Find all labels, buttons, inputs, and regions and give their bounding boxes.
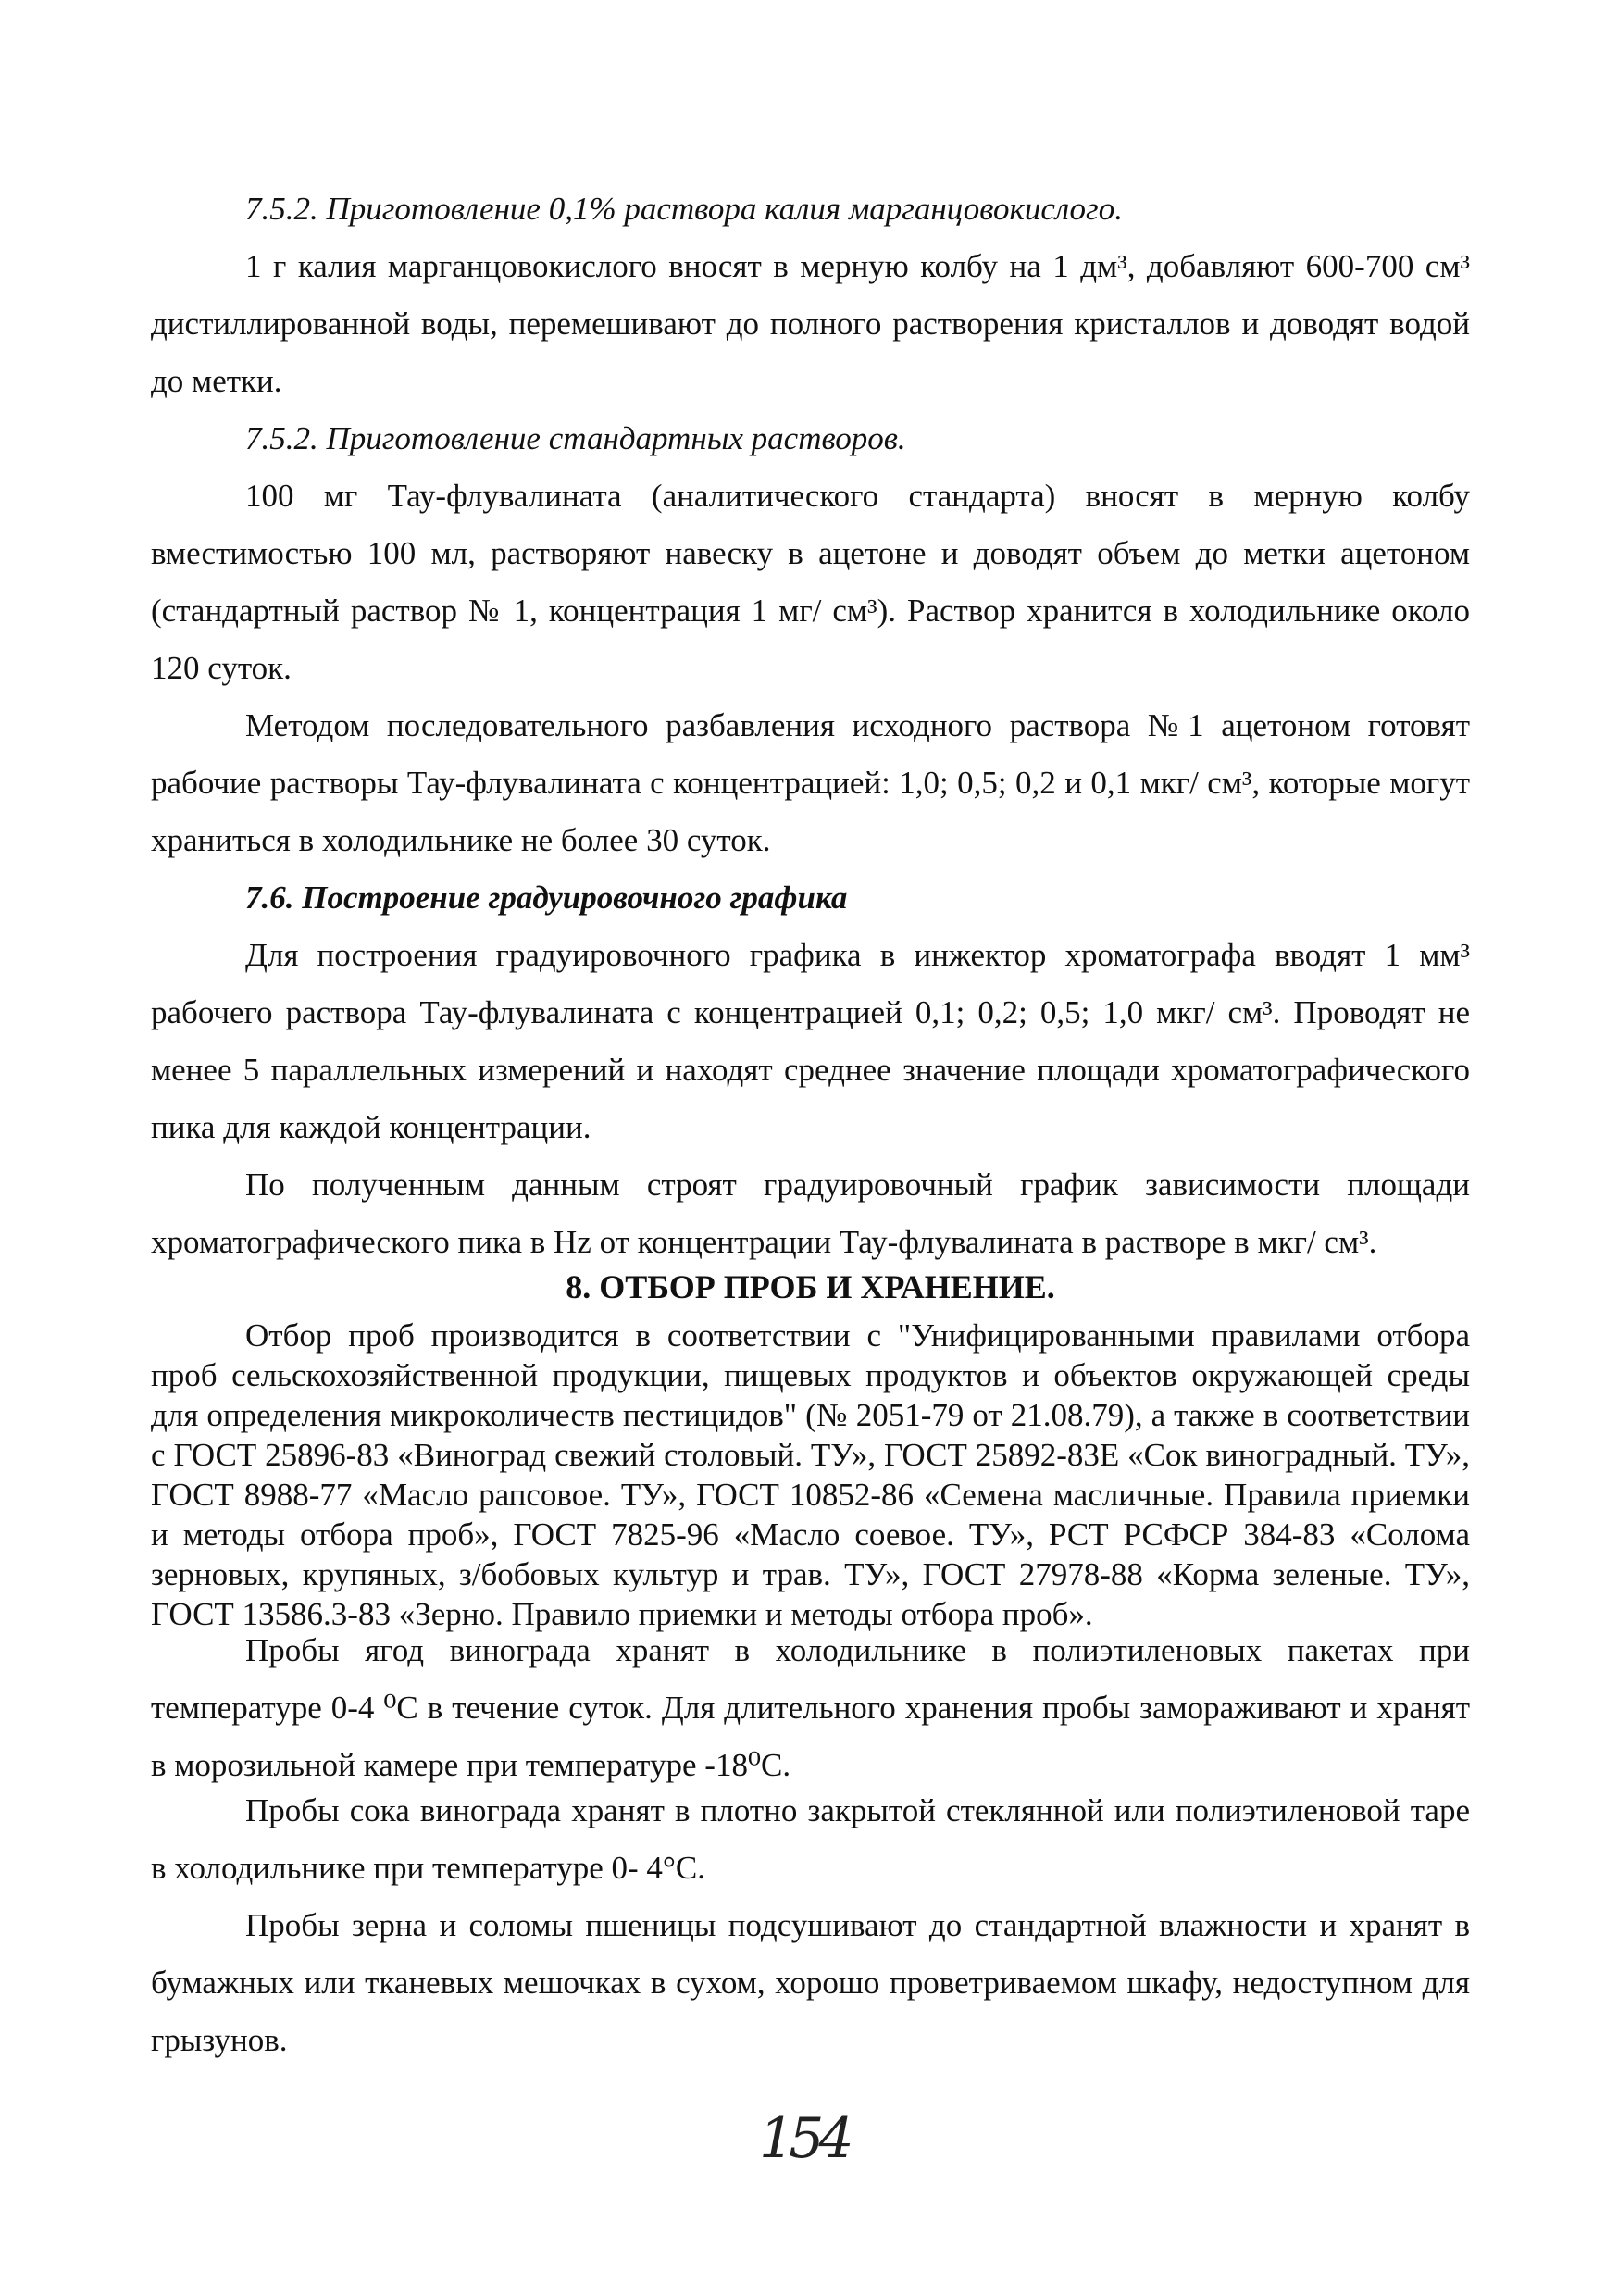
grain-storage-paragraph: Пробы зерна и соломы пшеницы подсушивают до стандартной влажности и хранят в бумажных или тканевых мешочках в сухом, хорошо проветриваемом шкафу, недоступном для грызунов.	[151, 1907, 1470, 2058]
juice-storage-paragraph: Пробы сока винограда хранят в плотно закрытой стеклянной или полиэтиленовой таре в холодильнике при температуре 0- 4°С.	[151, 1792, 1470, 1886]
section-7-6-title: 7.6. Построение градуировочного графика	[245, 880, 848, 916]
working-solutions-paragraph: Методом последовательного разбавления исходного раствора №1 ацетоном готовят рабочие растворы Тау-флувалината с концентрацией: 1,0; 0,5; 0,2 и 0,1 мкг/ см³, которые могут храниться в холодильнике не более 30 суток.	[151, 707, 1470, 858]
page-number: 154	[759, 2106, 849, 2171]
calibration-graph-paragraph: По полученным данным строят градуировочный график зависимости площади хроматографического пика в Hz от концентрации Тау-флувалината в растворе в мкг/ см³.	[151, 1167, 1470, 1260]
section-7-5-2-standards-title: 7.5.2. Приготовление стандартных растворов.	[245, 420, 906, 456]
sampling-paragraph: Отбор проб производится в соответствии с "Унифицированными правилами отбора проб сельскохозяйственной продукции, пищевых продуктов и объектов окружающей среды для определения микроколичеств пестицидов" (№ 2051-79 от 21.08.79), а также в соответствии с ГОСТ 25896-83 «Виноград свежий столовый. ТУ», ГОСТ 25892-83Е «Сок виноградный. ТУ», ГОСТ 8988-77 «Масло рапсовое. ТУ», ГОСТ 10852-86 «Семена масличные. Правила приемки и методы отбора проб», ГОСТ 7825-96 «Масло соевое. ТУ», РСТ РСФСР 384-83 «Солома зерновых, крупяных, з/бобовых культур и трав. ТУ», ГОСТ 27978-88 «Корма зеленые. ТУ», ГОСТ 13586.3-83 «Зерно. Правило приемки и методы отбора проб».	[151, 1317, 1470, 1632]
section-7-5-2-permanganate-title: 7.5.2. Приготовление 0,1% раствора калия марганцовокислого.	[245, 191, 1123, 227]
section-8-heading: 8. ОТБОР ПРОБ И ХРАНЕНИЕ.	[566, 1268, 1055, 1305]
permanganate-paragraph: 1 г калия марганцовокислого вносят в мерную колбу на 1 дм³, добавляют 600-700 см³ дистиллированной воды, перемешивают до полного растворения кристаллов и доводят водой до метки.	[151, 248, 1470, 399]
calibration-paragraph: Для построения градуировочного графика в инжектор хроматографа вводят 1 мм³ рабочего раствора Тау-флувалината с концентрацией 0,1; 0,2; 0,5; 1,0 мкг/ см³. Проводят не менее 5 параллельных измерений и находят среднее значение площади хроматографического пика для каждой концентрации.	[151, 937, 1470, 1145]
grape-storage-paragraph: Пробы ягод винограда хранят в холодильнике в полиэтиленовых пакетах при температуре 0-4 ⁰С в течение суток. Для длительного хранения пробы замораживают и хранят в морозильной камере при температуре -18⁰С.	[151, 1632, 1470, 1783]
standard-solution-paragraph: 100 мг Тау-флувалината (аналитического стандарта) вносят в мерную колбу вместимостью 100 мл, растворяют навеску в ацетоне и доводят объем до метки ацетоном (стандартный раствор № 1, концентрация 1 мг/ см³). Раствор хранится в холодильнике около 120 суток.	[151, 478, 1470, 686]
